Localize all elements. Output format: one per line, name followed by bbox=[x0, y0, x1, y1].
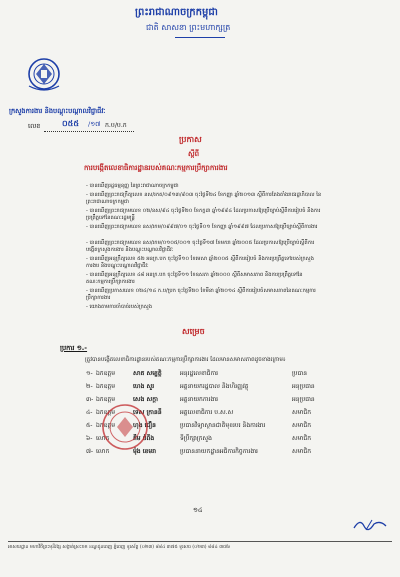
article-label: ប្រការ ១.- bbox=[60, 344, 88, 352]
ministry-emblem bbox=[24, 56, 64, 94]
reference-office: ក.ប/ប.ក bbox=[105, 122, 127, 129]
member-row: ៥- ឯកឧត្ដម ហុង ជឿន ប្រធានវិទ្យាស្ថានជាតិមុខរបរ និងការងារ សមាជិក bbox=[86, 422, 312, 429]
preamble-item: - បានឃើញព្រះរាជក្រមលេខ ០២/នស/៩៤ ចុះថ្ងៃទី២០ ខែកក្កដា ឆ្នាំ១៩៩៤ ដែលប្រកាសឱ្យប្រើច្បាប់ស្ដីពីការរៀបចំ និងការប្រព្រឹត្តទៅនៃគណៈរដ្ឋមន្ត្រី bbox=[86, 208, 321, 222]
national-motto: ជាតិ សាសនា ព្រះមហាក្សត្រ bbox=[146, 23, 231, 32]
reference-label: លេខ bbox=[28, 122, 41, 130]
member-row: ៣- ឯកឧត្ដម សេង សក្ដា អគ្គនាយកការងារ អនុប្រធាន bbox=[86, 396, 315, 403]
document-subject: ការបង្កើតលេខាធិការដ្ឋានរបស់គណៈកម្មការប្រឹក្សាការងារ bbox=[84, 164, 228, 172]
preamble-item: - បានឃើញព្រះរាជក្រមលេខ នស/រកម/០៩៩៧/០១ ចុះថ្ងៃទី០១ ខែកញ្ញា ឆ្នាំ១៩៩៧ ដែលប្រកាសឱ្យប្រើច្បាប់ស្ដីពីការងារ bbox=[86, 224, 318, 230]
document-about: ស្ដីពី bbox=[188, 150, 200, 158]
footer-divider bbox=[8, 541, 392, 542]
footer-address: អាសយដ្ឋាន មហាវិថីព្រះមុនីវង្ស សង្កាត់ស្រះចក ខណ្ឌដូនពេញ ភ្នំពេញ ទូរស័ព្ទ (០២៣) ៨៨៤ ៣៧៥ ទូរសារ (០២៣) ៨៨៤ ៣៧៦ bbox=[8, 545, 231, 550]
preamble-item: - បានឃើញប្រកាសលេខ ០២៤/១៤ ក.ប/ប្រក ចុះថ្ងៃទី២០ ខែមីនា ឆ្នាំ២០១៤ ស្ដីពីការរៀបចំសមាសភាពនៃគណៈកម្មការប្រឹក្សាការងារ bbox=[86, 288, 316, 302]
official-stamp bbox=[100, 402, 150, 452]
members-list bbox=[0, 368, 400, 464]
preamble-item: - បានឃើញព្រះរាជក្រឹត្យលេខ នស/រកត/០៩១៣/៩០៣ ចុះថ្ងៃទី២៤ ខែកញ្ញា ឆ្នាំ២០១៣ ស្ដីពីការតែងតាំងរាជរដ្ឋាភិបាល នៃព្រះរាជាណាចក្រកម្ពុជា bbox=[86, 192, 322, 206]
document-type: ប្រកាស bbox=[179, 135, 202, 144]
decision-heading: សម្រេច bbox=[182, 327, 205, 336]
reference-number: ០៥៥ bbox=[62, 119, 79, 128]
preamble-item: - បានឃើញរដ្ឋធម្មនុញ្ញ នៃព្រះរាជាណាចក្រកម្ពុជា bbox=[86, 183, 179, 189]
ministry-name: ក្រសួងការងារ និងបណ្ដុះបណ្ដាលវិជ្ជាជីវៈ bbox=[9, 107, 106, 115]
preamble-item: - បានឃើញអនុក្រឹត្យលេខ ៥២ អនក្រ.បក ចុះថ្ងៃទី១០ ខែមេសា ឆ្នាំ២០០៥ ស្ដីពីការរៀបចំ និងការប្រព្រឹត្តទៅរបស់ក្រសួងការងារ និងបណ្ដុះបណ្ដាលវិជ្ជាជីវៈ bbox=[86, 256, 314, 270]
motto-divider bbox=[175, 37, 225, 38]
article-intro: ត្រូវបានបង្កើតលេខាធិការដ្ឋានរបស់គណៈកម្មការប្រឹក្សាការងារ ដែលមានសមាសភាពដូចខាងក្រោម៖ bbox=[85, 357, 286, 363]
member-row: ៤- ឯកឧត្ដម ទេស ក្រាននី អគ្គលេខាធិការ ប.ស.ស សមាជិក bbox=[86, 409, 312, 416]
page-number: ១៤ bbox=[193, 506, 203, 514]
handwritten-initials bbox=[352, 516, 388, 532]
preamble-item: - បានឃើញព្រះរាជក្រមលេខ នស/រកម/០១០៥/០០១ ចុះថ្ងៃទី១៧ ខែមករា ឆ្នាំ២០០៥ ដែលប្រកាសឱ្យប្រើច្បាប់ស្ដីពីការបង្កើតក្រសួងការងារ និងបណ្ដុះបណ្ដាលវិជ្ជាជីវៈ bbox=[86, 240, 315, 254]
member-row: ១- ឯកឧត្ដម សាត សម្បត្តិ អនុរដ្ឋលេខាធិការ ប្រធាន bbox=[86, 370, 308, 377]
reference-dotted-line bbox=[44, 131, 134, 132]
member-row: ៧- លោក ម៉ុង ខេមរា ប្រធាននាយកដ្ឋានអធិការកិច្ចការងារ សមាជិក bbox=[86, 448, 312, 455]
kingdom-title: ព្រះរាជាណាចក្រកម្ពុជា bbox=[135, 7, 218, 18]
member-row: ៦- លោក គឹម ចំពីង ទីប្រឹក្សាក្រសួង សមាជិក bbox=[86, 435, 312, 442]
reference-suffix: /១៧ bbox=[88, 120, 101, 128]
member-row: ២- ឯកឧត្ដម ហេង សួរ អគ្គនាយករដ្ឋបាល និងហិរញ្ញវត្ថុ អនុប្រធាន bbox=[86, 383, 315, 390]
preamble-item: - យោងតាមការចាំបាច់របស់ក្រសួង bbox=[86, 304, 152, 310]
preamble-item: - បានឃើញអនុក្រឹត្យលេខ ៤៨ អនក្រ.បក ចុះថ្ងៃទី១១ ខែឧសភា ឆ្នាំ២០០០ ស្ដីពីសមាសភាព និងការប្រព្រឹត្តទៅនៃគណៈកម្មការប្រឹក្សាការងារ bbox=[86, 272, 303, 286]
